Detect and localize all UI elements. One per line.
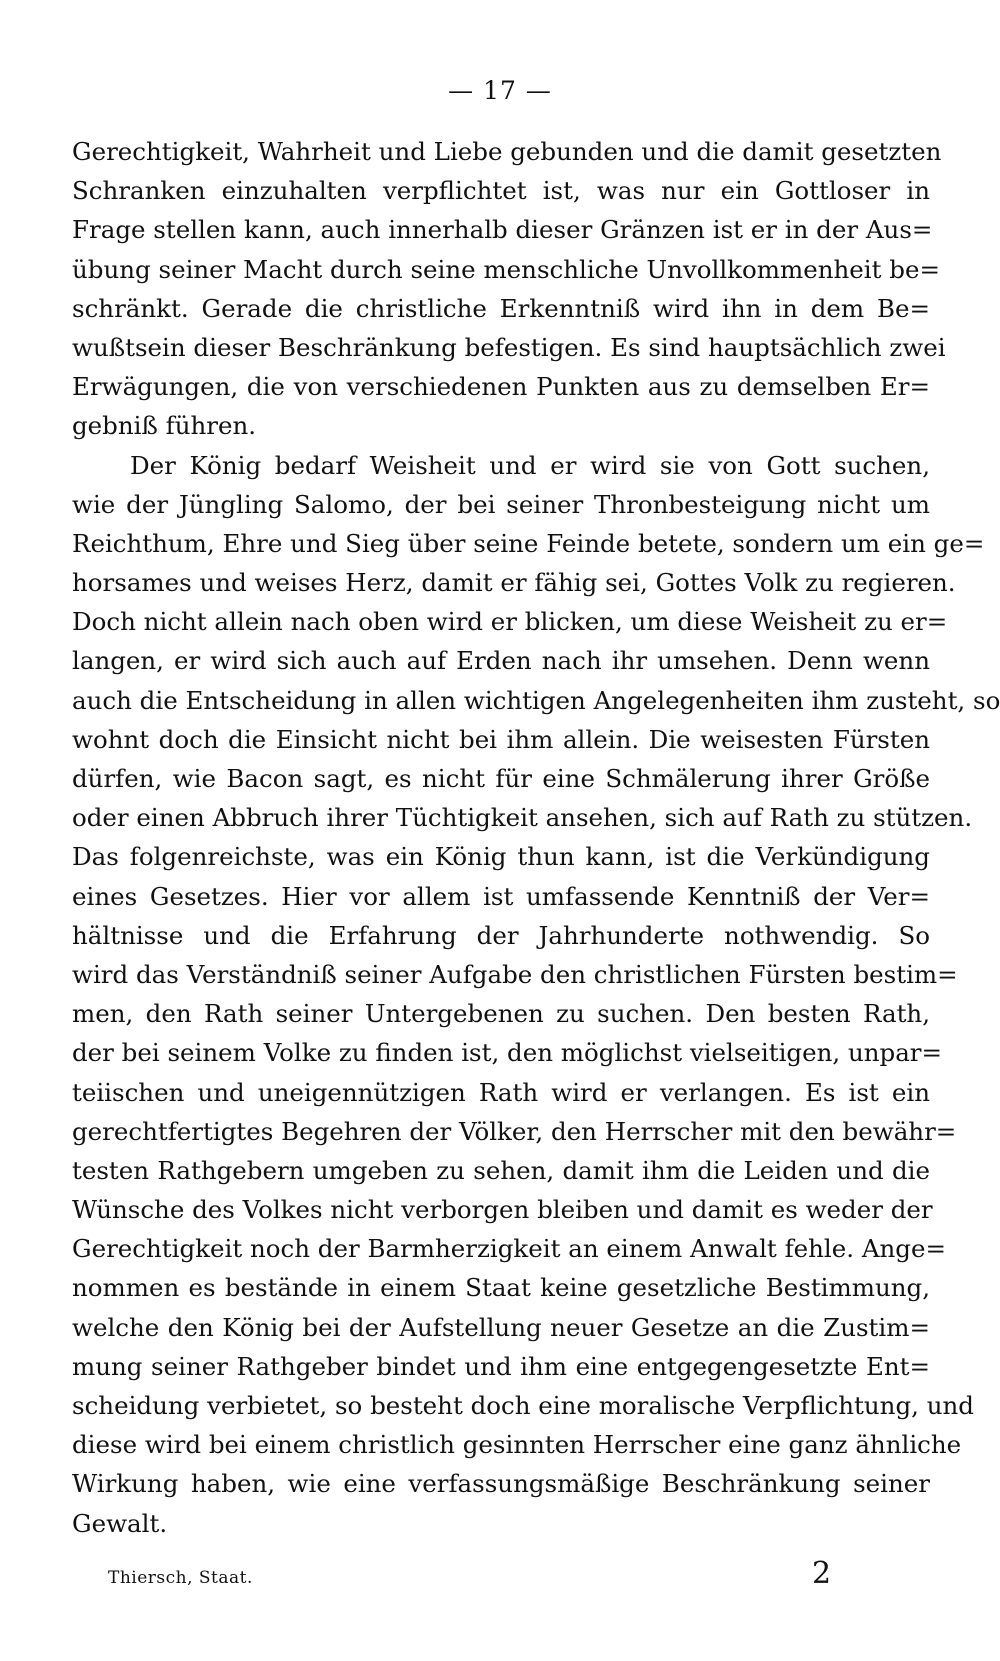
text-line: der bei seinem Volke zu finden ist, den möglichst vielseitigen, unpar= <box>72 1038 943 1068</box>
text-line: welche den König bei der Aufstellung neuer Gesetze an die Zustim= <box>72 1312 930 1342</box>
text-line: wird das Verständniß seiner Aufgabe den christlichen Fürsten bestim= <box>72 959 958 989</box>
text-line: wohnt doch die Einsicht nicht bei ihm allein. Die weisesten Fürsten <box>72 724 930 754</box>
text-line: hältnisse und die Erfahrung der Jahrhunderte nothwendig. So <box>72 920 930 950</box>
text-line: testen Rathgebern umgeben zu sehen, damit ihm die Leiden und die <box>72 1155 930 1185</box>
text-line: auch die Entscheidung in allen wichtigen Angelegenheiten ihm zusteht, so <box>72 685 1000 715</box>
text-line: men, den Rath seiner Untergebenen zu suchen. Den besten Rath, <box>72 999 930 1029</box>
text-line: gerechtfertigtes Begehren der Völker, den Herrscher mit den bewähr= <box>72 1116 957 1146</box>
sheet-mark: 2 <box>812 1556 832 1591</box>
page-number: — 17 — <box>448 76 552 105</box>
text-line: gebniß führen. <box>72 411 257 441</box>
text-line: nommen es bestände in einem Staat keine gesetzliche Bestimmung, <box>72 1273 930 1303</box>
text-line: Doch nicht allein nach oben wird er blicken, um diese Weisheit zu er= <box>72 607 948 637</box>
text-line: wußtsein dieser Beschränkung befestigen. Es sind hauptsächlich zwei <box>72 332 946 362</box>
text-line: Schranken einzuhalten verpflichtet ist, was nur ein Gottloser in <box>72 176 930 206</box>
text-line: teiischen und uneigennützigen Rath wird er verlangen. Es ist ein <box>72 1077 930 1107</box>
footer-signature: Thiersch, Staat. <box>108 1568 253 1588</box>
text-line: Frage stellen kann, auch innerhalb dieser Gränzen ist er in der Aus= <box>72 215 933 245</box>
text-line: Der König bedarf Weisheit und er wird sie von Gott suchen, <box>130 450 930 480</box>
text-line: Wünsche des Volkes nicht verborgen bleiben und damit es weder der <box>72 1195 933 1225</box>
text-line: übung seiner Macht durch seine menschliche Unvollkommenheit be= <box>72 254 940 284</box>
text-line: schränkt. Gerade die christliche Erkenntniß wird ihn in dem Be= <box>72 293 930 323</box>
text-line: Reichthum, Ehre und Sieg über seine Feinde betete, sondern um ein ge= <box>72 528 985 558</box>
text-line: mung seiner Rathgeber bindet und ihm eine entgegengesetzte Ent= <box>72 1351 930 1381</box>
text-line: Gerechtigkeit noch der Barmherzigkeit an einem Anwalt fehle. Ange= <box>72 1234 947 1264</box>
text-line: dürfen, wie Bacon sagt, es nicht für eine Schmälerung ihrer Größe <box>72 764 930 793</box>
text-line: Gerechtigkeit, Wahrheit und Liebe gebunden und die damit gesetzten <box>72 137 942 166</box>
text-line: Gewalt. <box>72 1508 168 1538</box>
text-line: scheidung verbietet, so besteht doch eine moralische Verpflichtung, und <box>72 1391 974 1420</box>
text-line: oder einen Abbruch ihrer Tüchtigkeit ansehen, sich auf Rath zu stützen. <box>72 803 973 833</box>
text-line: langen, er wird sich auch auf Erden nach ihr umsehen. Denn wenn <box>72 646 930 676</box>
text-line: wie der Jüngling Salomo, der bei seiner Thronbesteigung nicht um <box>72 489 930 519</box>
text-line: Das folgenreichste, was ein König thun kann, ist die Verkündigung <box>72 842 930 872</box>
text-line: eines Gesetzes. Hier vor allem ist umfassende Kenntniß der Ver= <box>72 881 930 911</box>
text-line: Erwägungen, die von verschiedenen Punkten aus zu demselben Er= <box>72 372 930 402</box>
text-line: horsames und weises Herz, damit er fähig sei, Gottes Volk zu regieren. <box>72 568 956 598</box>
body-text <box>72 132 1000 1543</box>
text-line: Wirkung haben, wie eine verfassungsmäßige Beschränkung seiner <box>72 1469 930 1499</box>
text-line: diese wird bei einem christlich gesinnten Herrscher eine ganz ähnliche <box>72 1430 962 1460</box>
